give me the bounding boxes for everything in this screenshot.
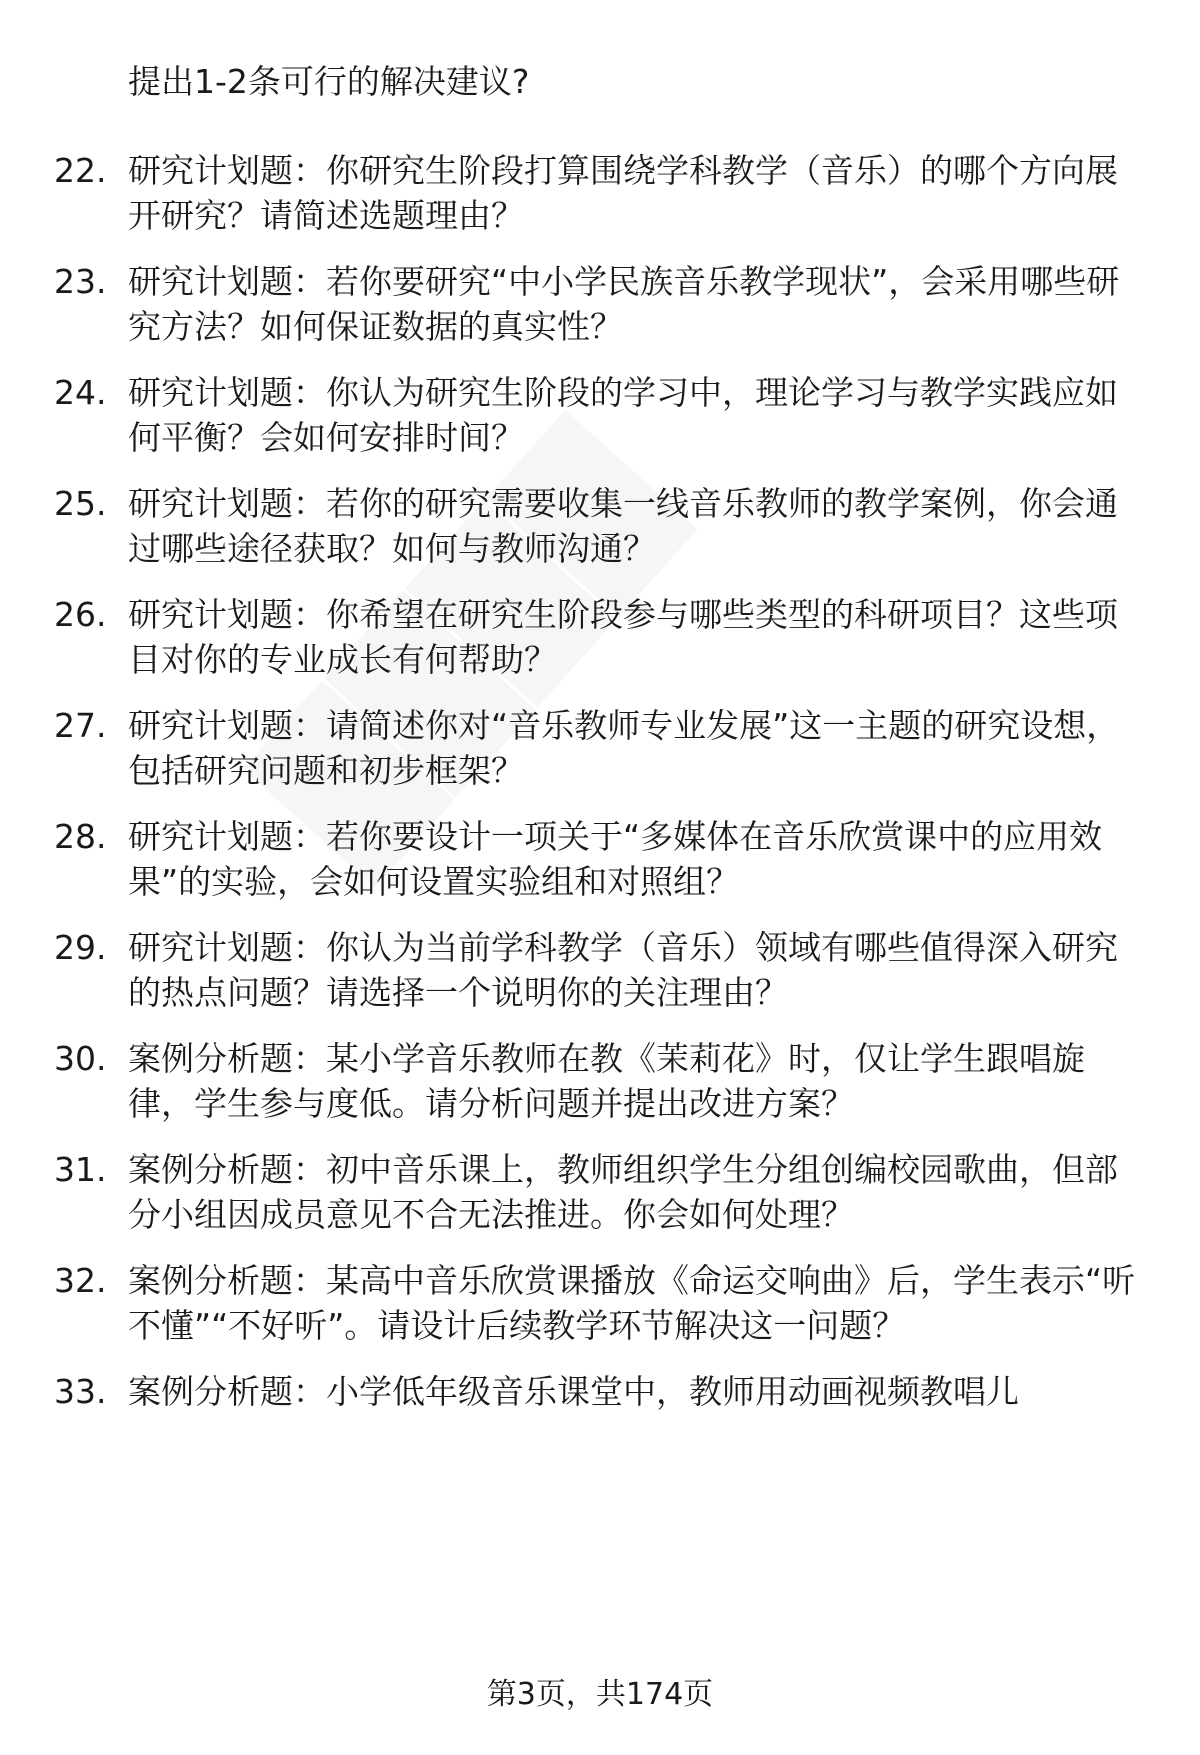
question-text: 研究计划题：若你要研究“中小学民族音乐教学现状”，会采用哪些研究方法？如何保证数据的真实性？ [128,262,1120,346]
question-text: 案例分析题：初中音乐课上，教师组织学生分组创编校园歌曲，但部分小组因成员意见不合无法推进。你会如何处理？ [128,1150,1118,1234]
question-number: 33. [54,1372,107,1411]
question-text: 案例分析题：某高中音乐欣赏课播放《命运交响曲》后，学生表示“听不懂”“不好听”。请设计后续教学环节解决这一问题？ [128,1261,1136,1345]
question-number: 27. [54,706,107,745]
question-text: 研究计划题：请简述你对“音乐教师专业发展”这一主题的研究设想，包括研究问题和初步框架？ [128,706,1120,790]
question-item [54,925,1144,1036]
question-text: 研究计划题：你研究生阶段打算围绕学科教学（音乐）的哪个方向展开研究？请简述选题理由？ [128,151,1118,235]
question-text: 研究计划题：你认为研究生阶段的学习中，理论学习与教学实践应如何平衡？会如何安排时间？ [128,373,1118,457]
question-number: 32. [54,1261,107,1300]
question-item [54,259,1144,370]
question-text: 案例分析题：某小学音乐教师在教《茉莉花》时，仅让学生跟唱旋律，学生参与度低。请分析问题并提出改进方案？ [128,1039,1085,1123]
question-item [54,1258,1144,1369]
question-text: 研究计划题：你希望在研究生阶段参与哪些类型的科研项目？这些项目对你的专业成长有何帮助？ [128,595,1118,679]
question-item [54,148,1144,259]
question-number: 31. [54,1150,107,1189]
question-item [54,370,1144,481]
question-number: 22. [54,151,107,190]
question-item [54,703,1144,814]
question-list [54,148,1144,1480]
question-number: 26. [54,595,107,634]
question-number: 28. [54,817,107,856]
page-footer: 第3页，共174页 [486,1677,714,1712]
continuation-text: 提出1-2条可行的解决建议? [128,62,530,101]
question-text: 研究计划题：你认为当前学科教学（音乐）领域有哪些值得深入研究的热点问题？请选择一个说明你的关注理由？ [128,928,1118,1012]
question-text: 研究计划题：若你的研究需要收集一线音乐教师的教学案例，你会通过哪些途径获取？如何与教师沟通？ [128,484,1118,568]
question-number: 23. [54,262,107,301]
question-text: 案例分析题：小学低年级音乐课堂中，教师用动画视频教唱儿 [128,1372,1019,1411]
question-number: 29. [54,928,107,967]
question-item [54,1369,1144,1480]
question-number: 24. [54,373,107,412]
question-item [54,592,1144,703]
question-number: 30. [54,1039,107,1078]
question-item [54,814,1144,925]
question-item [54,1036,1144,1147]
question-item [54,481,1144,592]
question-item [54,1147,1144,1258]
question-text: 研究计划题：若你要设计一项关于“多媒体在音乐欣赏课中的应用效果”的实验，会如何设置实验组和对照组？ [128,817,1103,901]
question-number: 25. [54,484,107,523]
